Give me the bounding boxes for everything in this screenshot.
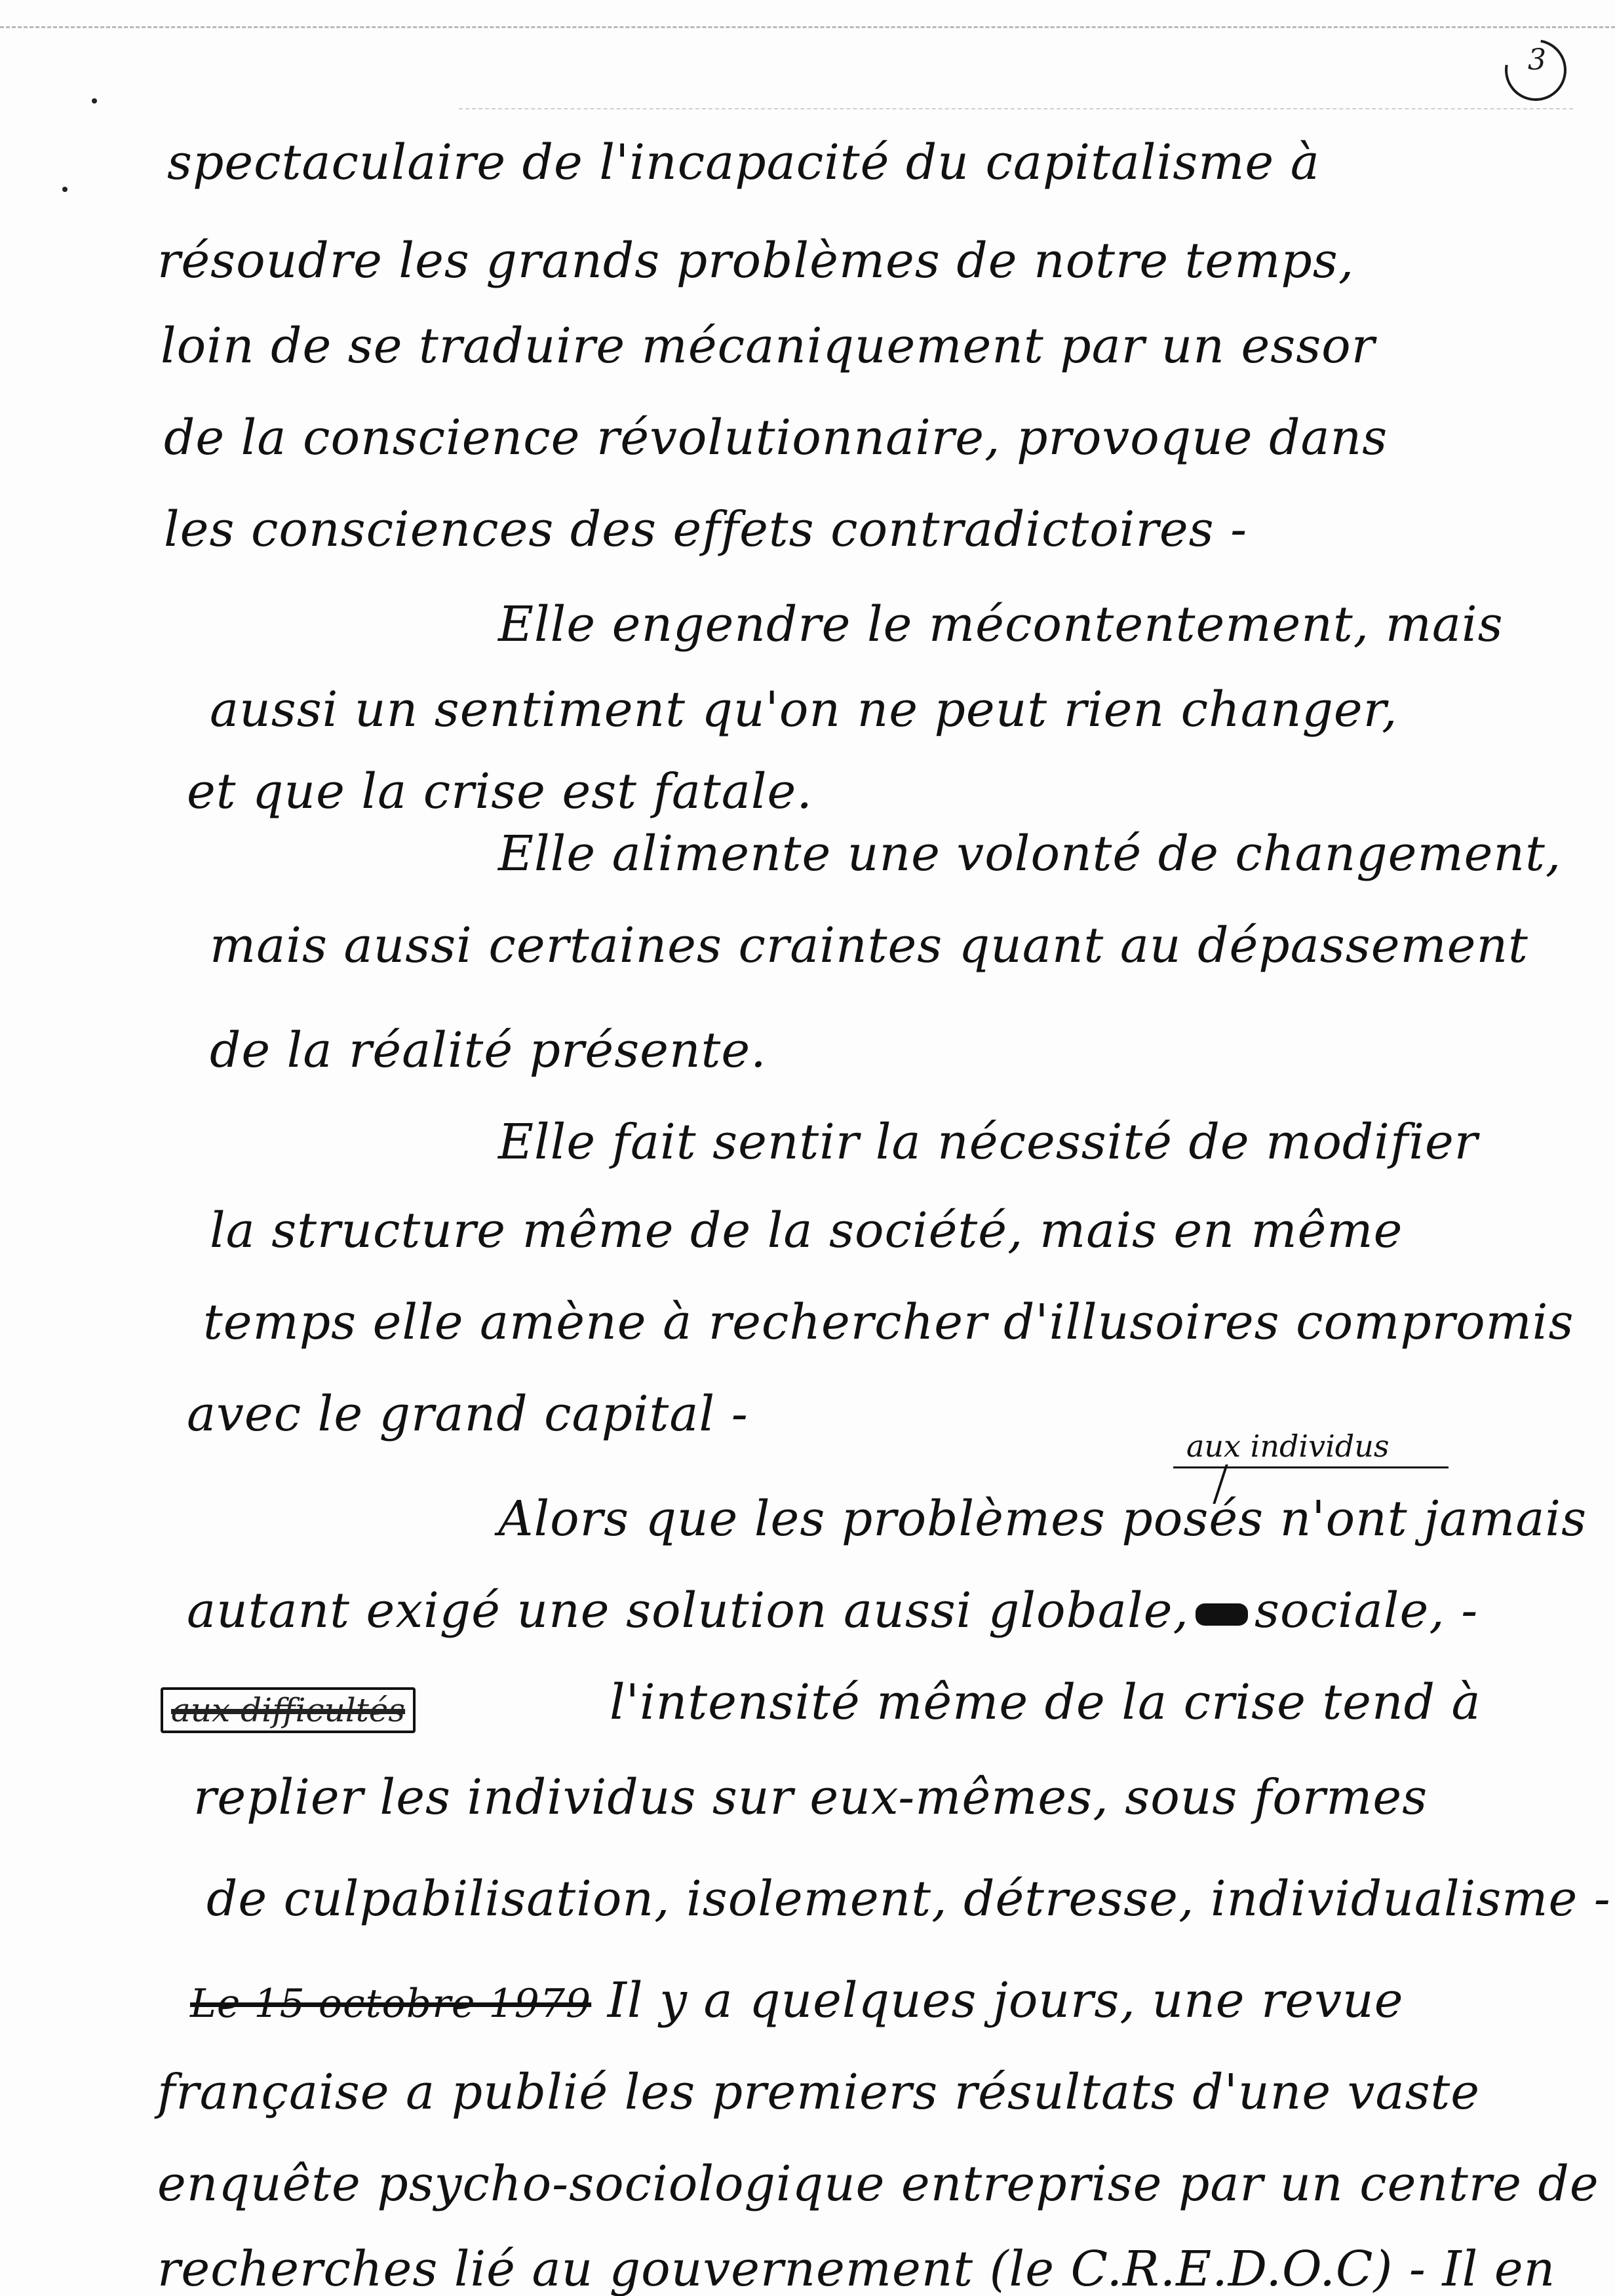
- text-line: et que la crise est fatale.: [187, 763, 813, 820]
- text-segment: Il y a quelques jours, une revue: [607, 1972, 1404, 2029]
- insertion-text: aux individus: [1186, 1428, 1390, 1464]
- page-number: [1501, 33, 1573, 105]
- struck-date: Le 15 octobre 1979: [190, 1981, 592, 2027]
- text-line: spectaculaire de l'incapacité du capitalisme à: [167, 134, 1320, 191]
- text-line: enquête psycho-sociologique entreprise par un centre de: [157, 2156, 1599, 2212]
- text-line: Elle engendre le mécontentement, mais: [498, 596, 1504, 653]
- text-line: Elle fait sentir la nécessité de modifier: [498, 1114, 1479, 1170]
- text-line: mais aussi certaines craintes quant au dépassement: [210, 917, 1528, 974]
- text-line: [187, 1582, 1478, 1639]
- text-line: française a publié les premiers résultats d'une vaste: [157, 2064, 1481, 2120]
- inserted-text: [1186, 1428, 1390, 1464]
- photocopy-edge-line: [459, 108, 1573, 109]
- photocopy-edge-line: [0, 26, 1615, 28]
- text-line: les consciences des effets contradictoires -: [164, 501, 1248, 558]
- text-line: Alors que les problèmes posés n'ont jamais: [498, 1491, 1587, 1547]
- text-line: [190, 1972, 1404, 2029]
- ink-speck: [92, 98, 97, 104]
- text-line: de la conscience révolutionnaire, provoque dans: [164, 410, 1388, 466]
- text-line: avec le grand capital -: [187, 1386, 749, 1442]
- ink-speck: [62, 187, 68, 192]
- text-line: Elle alimente une volonté de changement,: [498, 826, 1562, 882]
- text-line: de la réalité présente.: [210, 1022, 767, 1079]
- text-line: replier les individus sur eux-mêmes, sous formes: [193, 1769, 1428, 1826]
- text-line: recherches lié au gouvernement (le C.R.E.D.O.C) - Il en: [157, 2241, 1556, 2296]
- text-line: loin de se traduire mécaniquement par un essor: [161, 318, 1376, 374]
- text-segment: sociale, -: [1255, 1582, 1479, 1639]
- text-line: la structure même de la société, mais en même: [210, 1202, 1403, 1259]
- ink-blot: [1196, 1603, 1248, 1626]
- page-number-text: 3: [1528, 43, 1546, 77]
- text-line: l'intensité même de la crise tend à: [610, 1674, 1481, 1731]
- text-line: résoudre les grands problèmes de notre temps,: [157, 233, 1355, 289]
- text-segment: autant exigé une solution aussi globale,: [187, 1582, 1190, 1639]
- text-line: temps elle amène à rechercher d'illusoires compromis: [203, 1294, 1574, 1350]
- insertion-mark: [1173, 1466, 1449, 1468]
- text-line: de culpabilisation, isolement, détresse, individualisme -: [206, 1871, 1611, 1927]
- boxed-deletion: aux difficultés: [161, 1687, 416, 1733]
- text-line: aussi un sentiment qu'on ne peut rien changer,: [210, 681, 1398, 738]
